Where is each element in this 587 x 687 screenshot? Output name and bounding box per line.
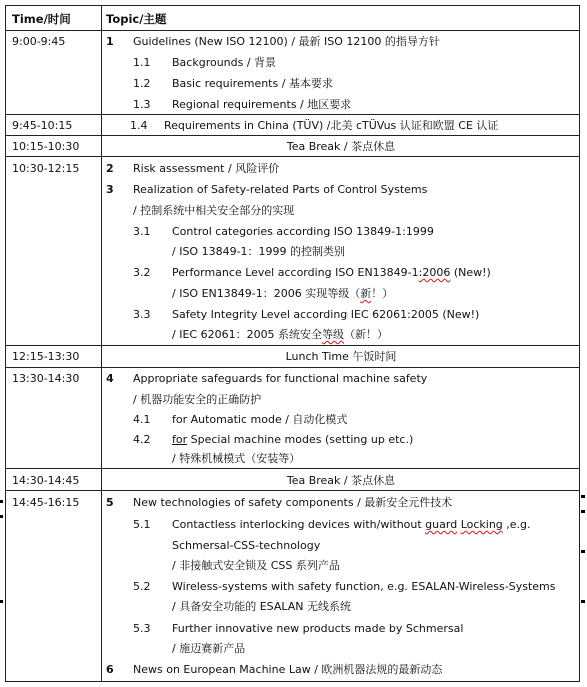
topic-number: 1 bbox=[106, 35, 114, 48]
subtopic-number: 4.2 bbox=[133, 433, 151, 446]
row-divider bbox=[5, 135, 580, 136]
time-slot: 14:30-14:45 bbox=[12, 474, 80, 487]
topic-title-cn: / 控制系统中相关安全部分的实现 bbox=[133, 204, 295, 217]
subtopic-title: Regional requirements / 地区要求 bbox=[172, 98, 352, 111]
subtopic-number: 5.1 bbox=[133, 518, 151, 531]
column-divider bbox=[101, 5, 102, 682]
topic-number: 5 bbox=[106, 496, 114, 509]
subtopic-number: 3.2 bbox=[133, 266, 151, 279]
row-divider bbox=[5, 490, 580, 491]
row-divider bbox=[5, 367, 580, 368]
topic-title: Risk assessment / 风险评价 bbox=[133, 162, 280, 175]
topic-title: Realization of Safety-related Parts of Control Systems bbox=[133, 183, 428, 196]
topic-title: Appropriate safeguards for functional machine safety bbox=[133, 372, 428, 385]
row-divider bbox=[5, 468, 580, 469]
time-slot: 10:30-12:15 bbox=[12, 162, 80, 175]
time-slot: 10:15-10:30 bbox=[12, 140, 80, 153]
spellcheck-mark: guard bbox=[425, 518, 458, 531]
time-slot: 14:45-16:15 bbox=[12, 496, 80, 509]
spellcheck-mark: 新 bbox=[360, 287, 372, 300]
subtopic-title: Requirements in China (TÜV) /北美 cTÜVus 认证和欧盟 CE 认证 bbox=[164, 119, 499, 132]
edge-mark bbox=[581, 600, 585, 603]
time-slot: 9:00-9:45 bbox=[12, 35, 66, 48]
subtopic-title: for Automatic mode / 自动化模式 bbox=[172, 413, 348, 426]
topic-number: 3 bbox=[106, 183, 114, 196]
subtopic-title: Safety Integrity Level according IEC 62061:2005 (New!) bbox=[172, 308, 480, 321]
subtopic-title: Basic requirements / 基本要求 bbox=[172, 77, 333, 90]
time-slot: 9:45-10:15 bbox=[12, 119, 73, 132]
subtopic-title: Further innovative new products made by Schmersal bbox=[172, 622, 464, 635]
header-time: Time/时间 bbox=[12, 12, 71, 26]
subtopic-title-cn: / IEC 62061：2005 系统安全等级（新！） bbox=[172, 328, 389, 341]
spellcheck-mark: :2006 bbox=[418, 266, 451, 279]
subtopic-title-cn: / 施迈赛新产品 bbox=[172, 642, 246, 655]
break-label: Tea Break / 茶点休息 bbox=[286, 140, 396, 153]
subtopic-title-cn: / ISO EN13849-1：2006 实现等级（新！） bbox=[172, 287, 394, 300]
underlined-word: for bbox=[172, 433, 188, 446]
time-slot: 12:15-13:30 bbox=[12, 350, 80, 363]
header-topic: Topic/主题 bbox=[106, 12, 167, 26]
topic-number: 4 bbox=[106, 372, 114, 385]
subtopic-number: 1.2 bbox=[133, 77, 151, 90]
subtopic-number: 1.1 bbox=[133, 56, 151, 69]
subtopic-title-cn: / 非接触式安全锁及 CSS 系列产品 bbox=[172, 559, 340, 572]
edge-mark bbox=[581, 495, 585, 498]
subtopic-title: Performance Level according ISO EN13849-1:2006 (New!) bbox=[172, 266, 491, 279]
subtopic-number: 1.4 bbox=[130, 119, 148, 132]
subtopic-title-cn: / 特殊机械模式（安装等） bbox=[172, 452, 301, 465]
break-label: Lunch Time 午饭时间 bbox=[285, 350, 397, 363]
subtopic-title-cn: / ISO 13849-1：1999 的控制类别 bbox=[172, 245, 346, 258]
subtopic-title: Wireless-systems with safety function, e.g. ESALAN-Wireless-Systems bbox=[172, 580, 556, 593]
subtopic-number: 5.2 bbox=[133, 580, 151, 593]
subtopic-number: 5.3 bbox=[133, 622, 151, 635]
topic-title: New technologies of safety components / 最新安全元件技术 bbox=[133, 496, 453, 509]
edge-mark bbox=[0, 600, 3, 603]
edge-mark bbox=[0, 515, 3, 518]
subtopic-title-cn: / 具备安全功能的 ESALAN 无线系统 bbox=[172, 600, 351, 613]
row-divider bbox=[5, 30, 580, 31]
topic-number: 2 bbox=[106, 162, 114, 175]
subtopic-title: Backgrounds / 背景 bbox=[172, 56, 277, 69]
spellcheck-mark: 等级 bbox=[322, 328, 345, 341]
topic-title-cn: / 机器功能安全的正确防护 bbox=[133, 393, 262, 406]
subtopic-title: Control categories according ISO 13849-1:1999 bbox=[172, 225, 434, 238]
edge-mark bbox=[581, 510, 585, 513]
time-slot: 13:30-14:30 bbox=[12, 372, 80, 385]
subtopic-number: 3.3 bbox=[133, 308, 151, 321]
row-divider bbox=[5, 156, 580, 157]
spellcheck-mark: Locking bbox=[460, 518, 503, 531]
subtopic-title: for Special machine modes (setting up etc.) bbox=[172, 433, 414, 446]
edge-mark bbox=[0, 500, 3, 503]
topic-number: 6 bbox=[106, 663, 114, 676]
subtopic-number: 1.3 bbox=[133, 98, 151, 111]
subtopic-title: Schmersal-CSS-technology bbox=[172, 539, 321, 552]
row-divider bbox=[5, 114, 580, 115]
topic-title: News on European Machine Law / 欧洲机器法规的最新动态 bbox=[133, 663, 443, 676]
subtopic-title: Contactless interlocking devices with/without guard Locking ,e.g. bbox=[172, 518, 531, 531]
topic-title: Guidelines (New ISO 12100) / 最新 ISO 12100 的指导方针 bbox=[133, 35, 440, 48]
subtopic-number: 3.1 bbox=[133, 225, 151, 238]
subtopic-number: 4.1 bbox=[133, 413, 151, 426]
break-label: Tea Break / 茶点休息 bbox=[286, 474, 396, 487]
row-divider bbox=[5, 345, 580, 346]
edge-mark bbox=[581, 550, 585, 553]
